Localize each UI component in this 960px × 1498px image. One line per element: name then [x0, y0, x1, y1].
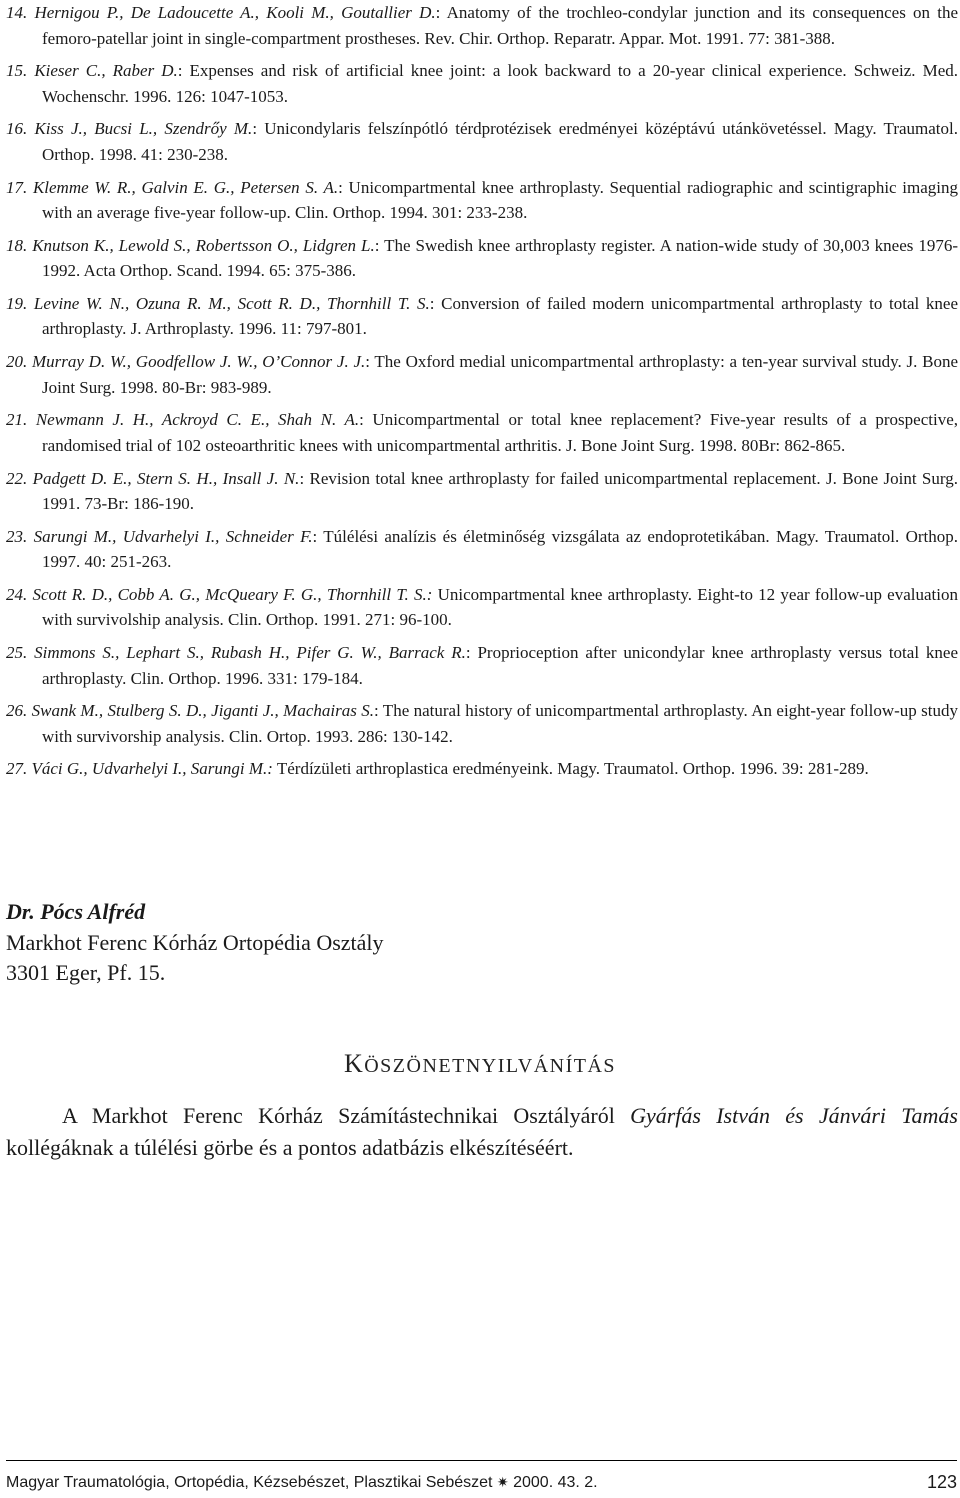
reference-number: 21. [6, 410, 28, 430]
reference-authors: Levine W. N., Ozuna R. M., Scott R. D., Thornhill T. S. [33, 293, 430, 313]
reference-number: 16. [6, 119, 28, 139]
reference-authors: Murray D. W., Goodfellow J. W., O’Connor J. J. [32, 352, 366, 372]
acknowledgement-body [6, 1100, 958, 1164]
reference-number: 15. [6, 61, 28, 81]
reference-text: : The Swedish knee arthroplasty register. A nation-wide study of 30,003 knees 1976-1992. Acta Orthop. Scand. 1994. 65: 375-386. [42, 235, 958, 281]
star-icon: ✷ [496, 1474, 509, 1490]
reference-authors: Kiss J., Bucsi L., Szendrőy M. [34, 119, 253, 139]
journal-issue: 2000. 43. 2. [513, 1474, 598, 1491]
reference-authors: Sarungi M., Udvarhelyi I., Schneider F. [33, 526, 313, 546]
reference-authors: Váci G., Udvarhelyi I., Sarungi M.: [31, 759, 273, 779]
reference-item [6, 291, 958, 342]
acknowledgement-names: Gyárfás István és Jánvári Tamás [630, 1103, 958, 1128]
acknowledgement-title-initial: K [343, 1049, 365, 1078]
reference-item [6, 349, 958, 400]
reference-item [6, 58, 958, 109]
reference-text: : The Oxford medial unicompartmental arthroplasty: a ten-year survival study. J. Bone Joint Surg. 1998. 80-Br: 983-989. [42, 352, 958, 397]
reference-text: : Expenses and risk of artificial knee joint: a look backward to a 20-year clinical experience. Schweiz. Med. Wochenschr. 1996. 126: 1047-1053. [42, 61, 958, 106]
reference-number: 14. [6, 3, 28, 22]
reference-text: : Proprioception after unicondylar knee arthroplasty versus total knee arthroplasty. Clin. Orthop. 1996. 331: 179-184. [42, 643, 959, 688]
reference-item [6, 466, 958, 517]
reference-authors: Hernigou P., De Ladoucette A., Kooli M., Goutallier D. [34, 3, 436, 22]
reference-text: : Conversion of failed modern unicompartmental arthroplasty to total knee arthroplasty. J. Arthroplasty. 1996. 11: 797-801. [42, 293, 958, 339]
reference-number: 20. [6, 352, 28, 372]
reference-number: 26. [6, 701, 28, 721]
journal-name: Magyar Traumatológia, Ortopédia, Kézsebészet, Plasztikai Sebészet [6, 1474, 493, 1491]
reference-item [6, 640, 958, 691]
reference-text: : Revision total knee arthroplasty for failed unicompartmental replacement. J. Bone Joint Surg. 1991. 73-Br: 186-190. [42, 468, 958, 513]
reference-text: : Túlélési analízis és életminőség vizsgálata az endoprotetikában. Magy. Traumatol. Orthop. 1997. 40: 251-263. [42, 526, 959, 572]
reference-item [6, 524, 958, 575]
acknowledgement-title-rest: ÖSZÖNETNYILVÁNÍTÁS [364, 1055, 617, 1077]
reference-authors: Padgett D. E., Stern S. H., Insall J. N. [32, 468, 300, 488]
author-institution: Markhot Ferenc Kórház Ortopédia Osztály [6, 929, 384, 955]
reference-list [6, 0, 958, 789]
reference-text: : Unicompartmental knee arthroplasty. Sequential radiographic and scintigraphic imaging with an average five-year follow-up. Clin. Orthop. 1994. 301: 233-238. [42, 177, 958, 223]
acknowledgement-text-start: A Markhot Ferenc Kórház Számítástechnikai Osztályáról [62, 1103, 631, 1128]
reference-authors: Swank M., Stulberg S. D., Jiganti J., Machairas S. [31, 701, 374, 721]
reference-text: Térdízületi arthroplastica eredményeink. Magy. Traumatol. Orthop. 1996. 39: 281-289. [272, 759, 869, 779]
reference-number: 19. [6, 293, 28, 313]
reference-item [6, 407, 958, 458]
reference-text: : Unicondylaris felszínpótló térdprotézisek eredményei középtávú utánkövetéssel. Magy. Traumatol. Orthop. 1998. 41: 230-238. [42, 119, 959, 164]
page-number: 123 [926, 1472, 957, 1492]
reference-text: : Anatomy of the trochleo-condylar junction and its consequences on the femoro-patellar joint in single-compartment prostheses. Rev. Chir. Orthop. Reparatr. Appar. Mot. 1991. 77: 381-388. [42, 3, 958, 48]
reference-item [6, 175, 958, 226]
reference-number: 17. [6, 177, 28, 197]
reference-authors: Klemme W. R., Galvin E. G., Petersen S. A. [32, 177, 339, 197]
reference-number: 18. [6, 235, 28, 255]
reference-item [6, 116, 958, 167]
reference-text: Unicompartmental knee arthroplasty. Eight-to 12 year follow-up evaluation with survivolship analysis. Clin. Orthop. 1991. 271: 96-100. [42, 584, 958, 630]
acknowledgement-title [0, 1049, 960, 1079]
reference-number: 24. [6, 584, 28, 604]
footer-journal-line [6, 1474, 598, 1492]
reference-authors: Newmann J. H., Ackroyd C. E., Shah N. A. [35, 410, 360, 430]
reference-authors: Knutson K., Lewold S., Robertsson O., Lidgren L. [32, 235, 375, 255]
reference-number: 22. [6, 468, 28, 488]
reference-text: : The natural history of unicompartmental arthroplasty. An eight-year follow-up study with survivorship analysis. Clin. Ortop. 1993. 286: 130-142. [42, 701, 958, 746]
reference-authors: Scott R. D., Cobb A. G., McQueary F. G., Thornhill T. S.: [32, 584, 433, 604]
page-footer [6, 1460, 957, 1498]
reference-number: 27. [6, 759, 28, 779]
reference-authors: Simmons S., Lephart S., Rubash H., Pifer G. W., Barrack R. [34, 643, 466, 663]
reference-item [6, 0, 958, 51]
reference-item [6, 698, 958, 749]
reference-text: : Unicompartmental or total knee replacement? Five-year results of a prospective, randomised trial of 102 osteoarthritic knees with unicompartmental arthritis. J. Bone Joint Surg. 1998. 80Br: 862-865. [42, 410, 958, 455]
acknowledgement-text-end: kollégáknak a túlélési görbe és a pontos adatbázis elkészítéséért. [6, 1135, 574, 1160]
author-name: Dr. Pócs Alfréd [6, 899, 146, 924]
reference-number: 25. [6, 643, 28, 663]
reference-item [6, 756, 958, 782]
reference-authors: Kieser C., Raber D. [34, 61, 178, 81]
author-signature [6, 897, 384, 989]
reference-number: 23. [6, 526, 28, 546]
reference-item [6, 233, 958, 284]
author-address: 3301 Eger, Pf. 15. [6, 960, 166, 985]
reference-item [6, 582, 958, 633]
